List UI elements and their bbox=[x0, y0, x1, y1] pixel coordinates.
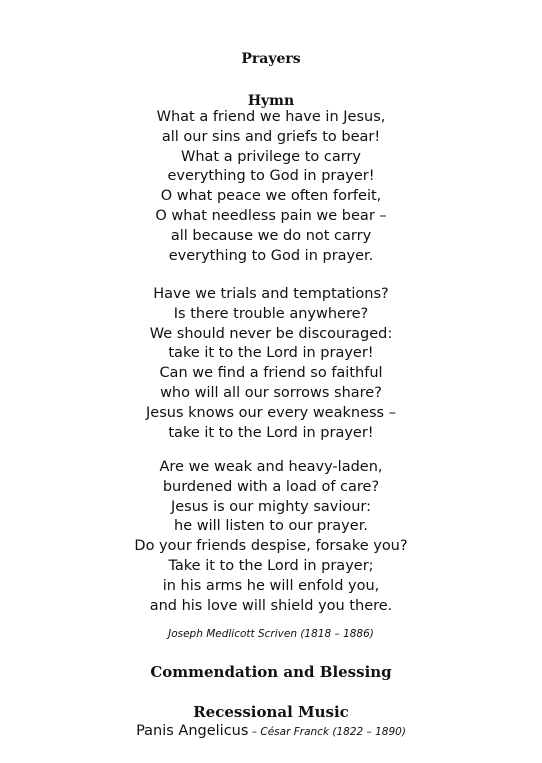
verse-line: and his love will shield you there. bbox=[149, 597, 393, 614]
verse-line: all our sins and griefs to bear! bbox=[161, 128, 381, 145]
section-title-hymn: Hymn bbox=[247, 93, 295, 109]
verse-line: Do your friends despise, forsake you? bbox=[134, 538, 408, 555]
verse-line: all because we do not carry bbox=[170, 227, 372, 244]
section-title-recessional: Recessional Music bbox=[193, 703, 349, 721]
verse-line: take it to the Lord in prayer! bbox=[168, 345, 374, 362]
hymn-attribution: Joseph Medlicott Scriven (1818 – 1886) bbox=[168, 628, 374, 640]
verse-line: We should never be discouraged: bbox=[149, 325, 393, 342]
verse-line: What a privilege to carry bbox=[181, 148, 361, 165]
verse-line: Jesus knows our every weakness – bbox=[146, 404, 396, 421]
verse-line: O what needless pain we bear – bbox=[155, 207, 387, 224]
verse-line: Is there trouble anywhere? bbox=[173, 305, 369, 322]
recessional-music-line bbox=[0, 721, 542, 742]
verse-line: in his arms he will enfold you, bbox=[162, 577, 380, 594]
hymn-verse-3 bbox=[0, 458, 542, 616]
verse-line: Are we weak and heavy-laden, bbox=[159, 459, 383, 475]
verse-line: Can we find a friend so faithful bbox=[159, 365, 383, 382]
section-title-commendation: Commendation and Blessing bbox=[150, 663, 392, 681]
verse-line: who will all our sorrows share? bbox=[160, 384, 382, 401]
verse-line: everything to God in prayer. bbox=[168, 247, 374, 264]
verse-line: he will listen to our prayer. bbox=[174, 518, 368, 535]
verse-line: What a friend we have in Jesus, bbox=[156, 109, 386, 125]
verse-line: take it to the Lord in prayer! bbox=[168, 424, 374, 441]
verse-line: Take it to the Lord in prayer; bbox=[168, 557, 374, 574]
music-separator: – bbox=[248, 726, 261, 738]
hymn-verse-2 bbox=[0, 285, 542, 443]
verse-line: everything to God in prayer! bbox=[167, 168, 375, 185]
section-title-prayers: Prayers bbox=[241, 51, 301, 67]
verse-line: burdened with a load of care? bbox=[162, 478, 380, 495]
music-composer: César Franck (1822 – 1890) bbox=[260, 726, 406, 738]
verse-line: Have we trials and temptations? bbox=[153, 286, 389, 302]
hymn-verse-1 bbox=[0, 108, 542, 266]
verse-line: Jesus is our mighty saviour: bbox=[170, 498, 372, 515]
music-piece-title: Panis Angelicus bbox=[136, 723, 249, 739]
verse-line: O what peace we often forfeit, bbox=[160, 188, 382, 205]
